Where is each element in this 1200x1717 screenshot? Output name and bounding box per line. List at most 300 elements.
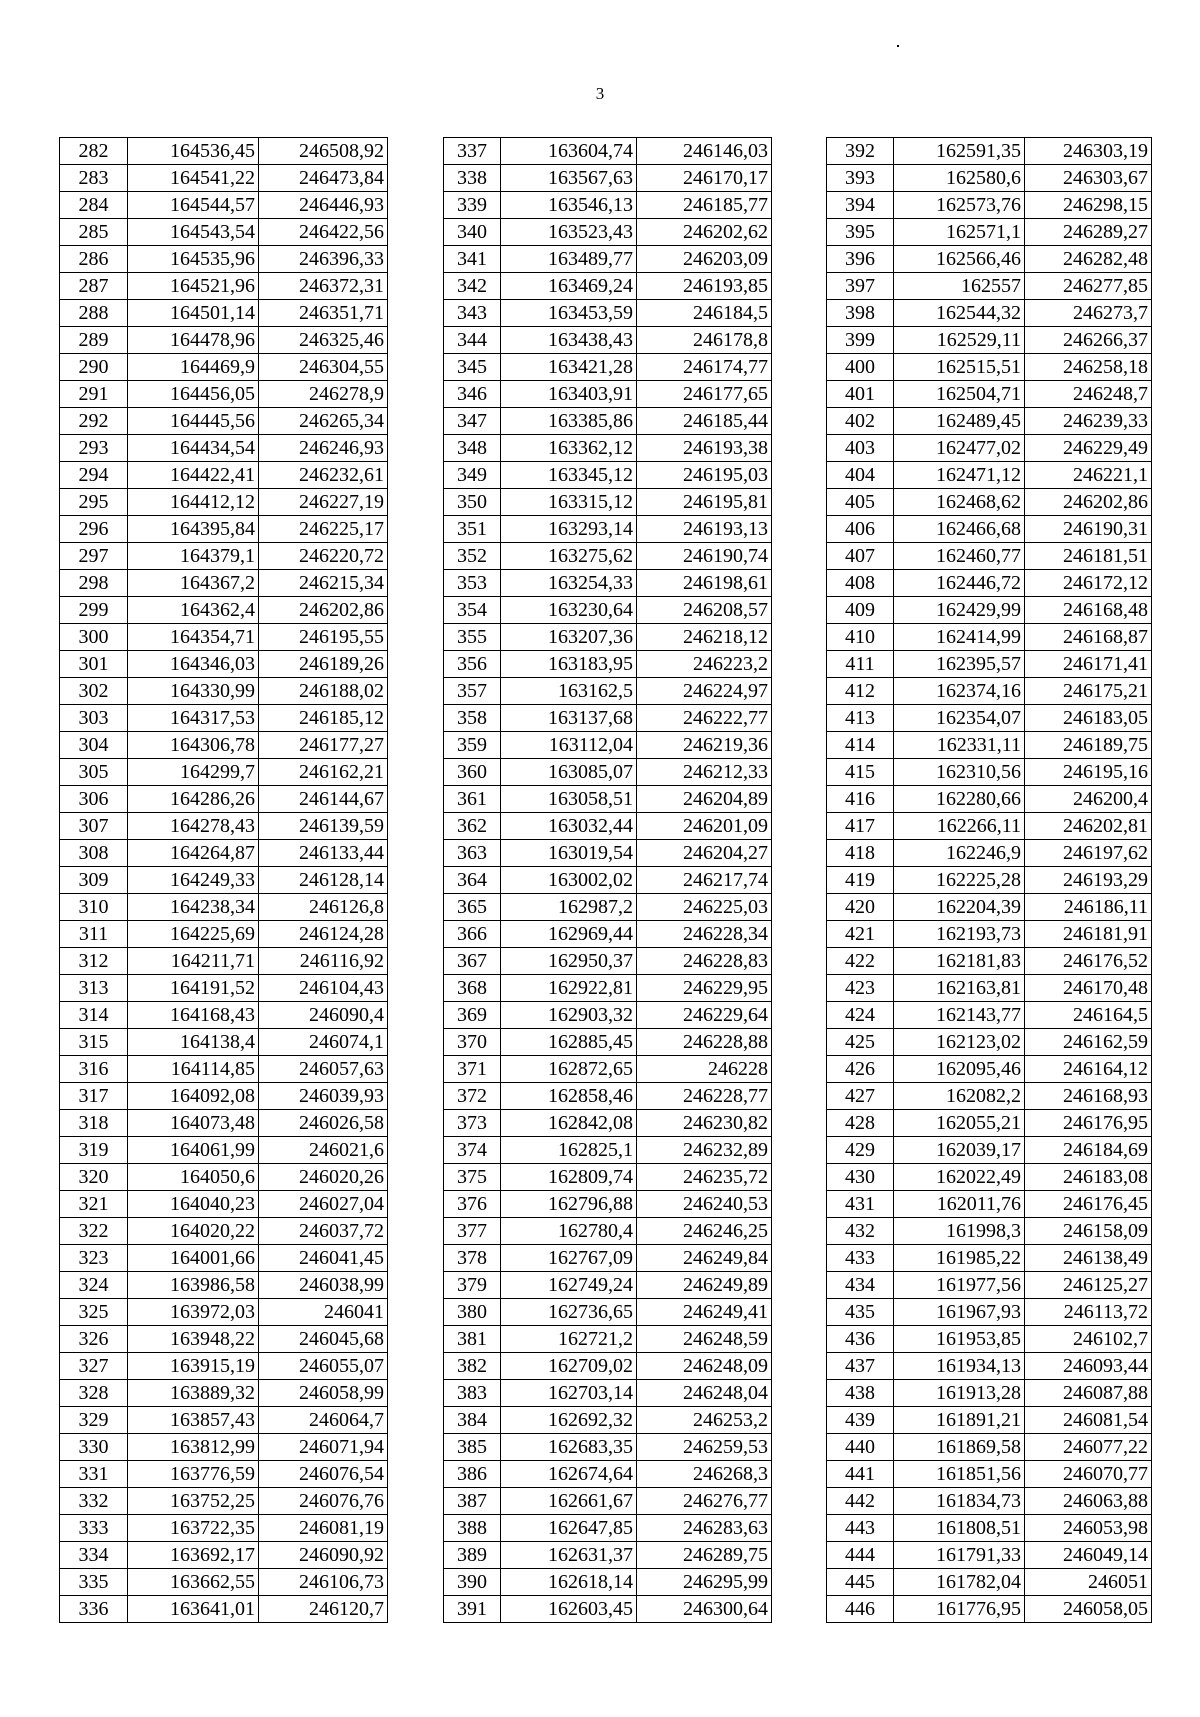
point-number-cell: 375 [444, 1164, 501, 1191]
x-coordinate-cell: 164541,22 [128, 165, 259, 192]
x-coordinate-cell: 164422,41 [128, 462, 259, 489]
x-coordinate-cell: 162573,76 [894, 192, 1025, 219]
table-row [60, 273, 388, 300]
y-coordinate-cell: 246295,99 [637, 1569, 772, 1596]
point-number-cell: 314 [60, 1002, 128, 1029]
point-number-cell: 310 [60, 894, 128, 921]
y-coordinate-cell: 246235,72 [637, 1164, 772, 1191]
point-number-cell: 419 [827, 867, 894, 894]
table-row [60, 489, 388, 516]
table-row [444, 1110, 772, 1137]
y-coordinate-cell: 246396,33 [259, 246, 388, 273]
x-coordinate-cell: 164278,43 [128, 813, 259, 840]
table-row [60, 1380, 388, 1407]
point-number-cell: 402 [827, 408, 894, 435]
x-coordinate-cell: 164469,9 [128, 354, 259, 381]
table-row [60, 975, 388, 1002]
point-number-cell: 355 [444, 624, 501, 651]
y-coordinate-cell: 246248,04 [637, 1380, 772, 1407]
table-row [60, 651, 388, 678]
x-coordinate-cell: 162591,35 [894, 138, 1025, 165]
y-coordinate-cell: 246139,59 [259, 813, 388, 840]
point-number-cell: 325 [60, 1299, 128, 1326]
table-row [444, 1353, 772, 1380]
x-coordinate-cell: 164299,7 [128, 759, 259, 786]
point-number-cell: 433 [827, 1245, 894, 1272]
y-coordinate-cell: 246208,57 [637, 597, 772, 624]
x-coordinate-cell: 162692,32 [501, 1407, 637, 1434]
point-number-cell: 295 [60, 489, 128, 516]
table-row [60, 300, 388, 327]
y-coordinate-cell: 246300,64 [637, 1596, 772, 1623]
table-row [60, 624, 388, 651]
y-coordinate-cell: 246222,77 [637, 705, 772, 732]
table-row [60, 246, 388, 273]
point-number-cell: 354 [444, 597, 501, 624]
x-coordinate-cell: 164306,78 [128, 732, 259, 759]
y-coordinate-cell: 246177,65 [637, 381, 772, 408]
y-coordinate-cell: 246063,88 [1025, 1488, 1152, 1515]
point-number-cell: 363 [444, 840, 501, 867]
stray-dot [897, 45, 899, 47]
table-row [827, 273, 1152, 300]
y-coordinate-cell: 246197,62 [1025, 840, 1152, 867]
x-coordinate-cell: 163019,54 [501, 840, 637, 867]
y-coordinate-cell: 246070,77 [1025, 1461, 1152, 1488]
y-coordinate-cell: 246193,29 [1025, 867, 1152, 894]
table-row [60, 786, 388, 813]
y-coordinate-cell: 246020,26 [259, 1164, 388, 1191]
y-coordinate-cell: 246037,72 [259, 1218, 388, 1245]
table-row [827, 1029, 1152, 1056]
point-number-cell: 387 [444, 1488, 501, 1515]
y-coordinate-cell: 246246,25 [637, 1218, 772, 1245]
table-row [827, 165, 1152, 192]
point-number-cell: 374 [444, 1137, 501, 1164]
y-coordinate-cell: 246039,93 [259, 1083, 388, 1110]
x-coordinate-cell: 162571,1 [894, 219, 1025, 246]
x-coordinate-cell: 163403,91 [501, 381, 637, 408]
table-row [827, 1488, 1152, 1515]
x-coordinate-cell: 161791,33 [894, 1542, 1025, 1569]
table-row [827, 1380, 1152, 1407]
x-coordinate-cell: 163362,12 [501, 435, 637, 462]
point-number-cell: 352 [444, 543, 501, 570]
y-coordinate-cell: 246219,36 [637, 732, 772, 759]
table-row [827, 1542, 1152, 1569]
y-coordinate-cell: 246138,49 [1025, 1245, 1152, 1272]
x-coordinate-cell: 163085,07 [501, 759, 637, 786]
y-coordinate-cell: 246229,49 [1025, 435, 1152, 462]
point-number-cell: 364 [444, 867, 501, 894]
x-coordinate-cell: 162796,88 [501, 1191, 637, 1218]
table-row [827, 1515, 1152, 1542]
x-coordinate-cell: 162123,02 [894, 1029, 1025, 1056]
y-coordinate-cell: 246064,7 [259, 1407, 388, 1434]
table-row [444, 1245, 772, 1272]
table-row [60, 921, 388, 948]
x-coordinate-cell: 164264,87 [128, 840, 259, 867]
point-number-cell: 336 [60, 1596, 128, 1623]
y-coordinate-cell: 246125,27 [1025, 1272, 1152, 1299]
x-coordinate-cell: 163002,02 [501, 867, 637, 894]
y-coordinate-cell: 246232,61 [259, 462, 388, 489]
y-coordinate-cell: 246058,05 [1025, 1596, 1152, 1623]
y-coordinate-cell: 246168,87 [1025, 624, 1152, 651]
table-row [827, 1272, 1152, 1299]
y-coordinate-cell: 246090,4 [259, 1002, 388, 1029]
x-coordinate-cell: 163385,86 [501, 408, 637, 435]
point-number-cell: 353 [444, 570, 501, 597]
y-coordinate-cell: 246276,77 [637, 1488, 772, 1515]
x-coordinate-cell: 162246,9 [894, 840, 1025, 867]
y-coordinate-cell: 246195,81 [637, 489, 772, 516]
table-row [827, 1434, 1152, 1461]
y-coordinate-cell: 246176,45 [1025, 1191, 1152, 1218]
y-coordinate-cell: 246158,09 [1025, 1218, 1152, 1245]
y-coordinate-cell: 246217,74 [637, 867, 772, 894]
x-coordinate-cell: 163421,28 [501, 354, 637, 381]
y-coordinate-cell: 246303,19 [1025, 138, 1152, 165]
point-number-cell: 301 [60, 651, 128, 678]
point-number-cell: 377 [444, 1218, 501, 1245]
point-number-cell: 406 [827, 516, 894, 543]
point-number-cell: 311 [60, 921, 128, 948]
x-coordinate-cell: 162193,73 [894, 921, 1025, 948]
x-coordinate-cell: 164061,99 [128, 1137, 259, 1164]
y-coordinate-cell: 246186,11 [1025, 894, 1152, 921]
y-coordinate-cell: 246021,6 [259, 1137, 388, 1164]
x-coordinate-cell: 161776,95 [894, 1596, 1025, 1623]
table-row [827, 1083, 1152, 1110]
point-number-cell: 326 [60, 1326, 128, 1353]
x-coordinate-cell: 163948,22 [128, 1326, 259, 1353]
point-number-cell: 390 [444, 1569, 501, 1596]
table-row [827, 1569, 1152, 1596]
x-coordinate-cell: 162885,45 [501, 1029, 637, 1056]
point-number-cell: 372 [444, 1083, 501, 1110]
point-number-cell: 444 [827, 1542, 894, 1569]
x-coordinate-cell: 163183,95 [501, 651, 637, 678]
table-row [444, 1326, 772, 1353]
point-number-cell: 342 [444, 273, 501, 300]
point-number-cell: 360 [444, 759, 501, 786]
y-coordinate-cell: 246181,91 [1025, 921, 1152, 948]
table-row [444, 327, 772, 354]
point-number-cell: 299 [60, 597, 128, 624]
x-coordinate-cell: 164367,2 [128, 570, 259, 597]
point-number-cell: 356 [444, 651, 501, 678]
point-number-cell: 428 [827, 1110, 894, 1137]
y-coordinate-cell: 246277,85 [1025, 273, 1152, 300]
table-row [444, 570, 772, 597]
point-number-cell: 357 [444, 678, 501, 705]
point-number-cell: 361 [444, 786, 501, 813]
x-coordinate-cell: 162809,74 [501, 1164, 637, 1191]
point-number-cell: 316 [60, 1056, 128, 1083]
x-coordinate-cell: 162580,6 [894, 165, 1025, 192]
y-coordinate-cell: 246202,86 [259, 597, 388, 624]
x-coordinate-cell: 164001,66 [128, 1245, 259, 1272]
table-row [827, 1596, 1152, 1623]
y-coordinate-cell: 246193,38 [637, 435, 772, 462]
x-coordinate-cell: 164073,48 [128, 1110, 259, 1137]
y-coordinate-cell: 246422,56 [259, 219, 388, 246]
table-row [827, 1353, 1152, 1380]
x-coordinate-cell: 163254,33 [501, 570, 637, 597]
point-number-cell: 282 [60, 138, 128, 165]
table-row [827, 813, 1152, 840]
point-number-cell: 391 [444, 1596, 501, 1623]
point-number-cell: 429 [827, 1137, 894, 1164]
point-number-cell: 371 [444, 1056, 501, 1083]
y-coordinate-cell: 246225,03 [637, 894, 772, 921]
y-coordinate-cell: 246265,34 [259, 408, 388, 435]
point-number-cell: 423 [827, 975, 894, 1002]
y-coordinate-cell: 246268,3 [637, 1461, 772, 1488]
table-row [444, 678, 772, 705]
table-row [60, 1434, 388, 1461]
point-number-cell: 383 [444, 1380, 501, 1407]
table-row [827, 1110, 1152, 1137]
table-row [60, 435, 388, 462]
x-coordinate-cell: 163275,62 [501, 543, 637, 570]
y-coordinate-cell: 246228,34 [637, 921, 772, 948]
x-coordinate-cell: 164040,23 [128, 1191, 259, 1218]
y-coordinate-cell: 246185,12 [259, 705, 388, 732]
y-coordinate-cell: 246087,88 [1025, 1380, 1152, 1407]
y-coordinate-cell: 246227,19 [259, 489, 388, 516]
y-coordinate-cell: 246026,58 [259, 1110, 388, 1137]
y-coordinate-cell: 246304,55 [259, 354, 388, 381]
x-coordinate-cell: 162842,08 [501, 1110, 637, 1137]
table-row [60, 516, 388, 543]
y-coordinate-cell: 246116,92 [259, 948, 388, 975]
x-coordinate-cell: 163438,43 [501, 327, 637, 354]
y-coordinate-cell: 246170,17 [637, 165, 772, 192]
point-number-cell: 319 [60, 1137, 128, 1164]
point-number-cell: 289 [60, 327, 128, 354]
table-row [827, 300, 1152, 327]
table-row [60, 1515, 388, 1542]
table-row [444, 1542, 772, 1569]
y-coordinate-cell: 246171,41 [1025, 651, 1152, 678]
table-row [444, 1002, 772, 1029]
x-coordinate-cell: 164535,96 [128, 246, 259, 273]
y-coordinate-cell: 246201,09 [637, 813, 772, 840]
point-number-cell: 290 [60, 354, 128, 381]
table-row [827, 840, 1152, 867]
table-row [444, 732, 772, 759]
point-number-cell: 349 [444, 462, 501, 489]
point-number-cell: 407 [827, 543, 894, 570]
y-coordinate-cell: 246174,77 [637, 354, 772, 381]
x-coordinate-cell: 162566,46 [894, 246, 1025, 273]
table-row [827, 651, 1152, 678]
x-coordinate-cell: 162529,11 [894, 327, 1025, 354]
coordinates-table-2 [443, 137, 772, 1623]
y-coordinate-cell: 246128,14 [259, 867, 388, 894]
y-coordinate-cell: 246144,67 [259, 786, 388, 813]
table-row [60, 327, 388, 354]
table-row [827, 570, 1152, 597]
table-row [444, 219, 772, 246]
point-number-cell: 335 [60, 1569, 128, 1596]
table-row [827, 1245, 1152, 1272]
table-row [60, 1299, 388, 1326]
x-coordinate-cell: 162647,85 [501, 1515, 637, 1542]
table-row [827, 327, 1152, 354]
point-number-cell: 309 [60, 867, 128, 894]
y-coordinate-cell: 246090,92 [259, 1542, 388, 1569]
x-coordinate-cell: 163915,19 [128, 1353, 259, 1380]
y-coordinate-cell: 246289,75 [637, 1542, 772, 1569]
point-number-cell: 398 [827, 300, 894, 327]
point-number-cell: 427 [827, 1083, 894, 1110]
x-coordinate-cell: 164395,84 [128, 516, 259, 543]
y-coordinate-cell: 246218,12 [637, 624, 772, 651]
point-number-cell: 436 [827, 1326, 894, 1353]
x-coordinate-cell: 163986,58 [128, 1272, 259, 1299]
x-coordinate-cell: 164317,53 [128, 705, 259, 732]
x-coordinate-cell: 164286,26 [128, 786, 259, 813]
point-number-cell: 400 [827, 354, 894, 381]
y-coordinate-cell: 246106,73 [259, 1569, 388, 1596]
x-coordinate-cell: 162603,45 [501, 1596, 637, 1623]
x-coordinate-cell: 162225,28 [894, 867, 1025, 894]
point-number-cell: 366 [444, 921, 501, 948]
y-coordinate-cell: 246126,8 [259, 894, 388, 921]
table-row [444, 786, 772, 813]
table-row [827, 1002, 1152, 1029]
table-row [60, 1596, 388, 1623]
point-number-cell: 340 [444, 219, 501, 246]
point-number-cell: 303 [60, 705, 128, 732]
coordinates-table-1 [59, 137, 388, 1623]
y-coordinate-cell: 246133,44 [259, 840, 388, 867]
table-row [444, 300, 772, 327]
y-coordinate-cell: 246077,22 [1025, 1434, 1152, 1461]
x-coordinate-cell: 162204,39 [894, 894, 1025, 921]
point-number-cell: 404 [827, 462, 894, 489]
table-row [827, 678, 1152, 705]
y-coordinate-cell: 246246,93 [259, 435, 388, 462]
point-number-cell: 397 [827, 273, 894, 300]
table-row [827, 516, 1152, 543]
table-row [827, 1218, 1152, 1245]
x-coordinate-cell: 164249,33 [128, 867, 259, 894]
x-coordinate-cell: 162395,57 [894, 651, 1025, 678]
table-row [60, 1569, 388, 1596]
point-number-cell: 386 [444, 1461, 501, 1488]
y-coordinate-cell: 246113,72 [1025, 1299, 1152, 1326]
x-coordinate-cell: 162504,71 [894, 381, 1025, 408]
y-coordinate-cell: 246249,89 [637, 1272, 772, 1299]
x-coordinate-cell: 164346,03 [128, 651, 259, 678]
point-number-cell: 338 [444, 165, 501, 192]
table-row [444, 489, 772, 516]
table-row [827, 732, 1152, 759]
point-number-cell: 422 [827, 948, 894, 975]
y-coordinate-cell: 246049,14 [1025, 1542, 1152, 1569]
y-coordinate-cell: 246273,7 [1025, 300, 1152, 327]
point-number-cell: 358 [444, 705, 501, 732]
x-coordinate-cell: 162280,66 [894, 786, 1025, 813]
point-number-cell: 368 [444, 975, 501, 1002]
table-row [444, 1191, 772, 1218]
point-number-cell: 446 [827, 1596, 894, 1623]
x-coordinate-cell: 162489,45 [894, 408, 1025, 435]
point-number-cell: 365 [444, 894, 501, 921]
x-coordinate-cell: 164456,05 [128, 381, 259, 408]
y-coordinate-cell: 246248,09 [637, 1353, 772, 1380]
x-coordinate-cell: 163546,13 [501, 192, 637, 219]
x-coordinate-cell: 162011,76 [894, 1191, 1025, 1218]
y-coordinate-cell: 246162,59 [1025, 1029, 1152, 1056]
y-coordinate-cell: 246195,03 [637, 462, 772, 489]
y-coordinate-cell: 246228,77 [637, 1083, 772, 1110]
y-coordinate-cell: 246203,09 [637, 246, 772, 273]
y-coordinate-cell: 246190,31 [1025, 516, 1152, 543]
table-row [827, 948, 1152, 975]
table-row [827, 1326, 1152, 1353]
point-number-cell: 344 [444, 327, 501, 354]
x-coordinate-cell: 163604,74 [501, 138, 637, 165]
table-row [60, 138, 388, 165]
point-number-cell: 312 [60, 948, 128, 975]
x-coordinate-cell: 162055,21 [894, 1110, 1025, 1137]
x-coordinate-cell: 163293,14 [501, 516, 637, 543]
point-number-cell: 445 [827, 1569, 894, 1596]
x-coordinate-cell: 164445,56 [128, 408, 259, 435]
point-number-cell: 401 [827, 381, 894, 408]
point-number-cell: 432 [827, 1218, 894, 1245]
y-coordinate-cell: 246202,81 [1025, 813, 1152, 840]
point-number-cell: 417 [827, 813, 894, 840]
table-row [827, 462, 1152, 489]
x-coordinate-cell: 164138,4 [128, 1029, 259, 1056]
point-number-cell: 305 [60, 759, 128, 786]
point-number-cell: 431 [827, 1191, 894, 1218]
x-coordinate-cell: 162471,12 [894, 462, 1025, 489]
y-coordinate-cell: 246253,2 [637, 1407, 772, 1434]
table-row [60, 813, 388, 840]
x-coordinate-cell: 162331,11 [894, 732, 1025, 759]
table-row [60, 597, 388, 624]
y-coordinate-cell: 246372,31 [259, 273, 388, 300]
x-coordinate-cell: 161967,93 [894, 1299, 1025, 1326]
x-coordinate-cell: 163345,12 [501, 462, 637, 489]
y-coordinate-cell: 246074,1 [259, 1029, 388, 1056]
point-number-cell: 438 [827, 1380, 894, 1407]
x-coordinate-cell: 162039,17 [894, 1137, 1025, 1164]
y-coordinate-cell: 246202,62 [637, 219, 772, 246]
table-row [444, 705, 772, 732]
x-coordinate-cell: 162749,24 [501, 1272, 637, 1299]
x-coordinate-cell: 164362,4 [128, 597, 259, 624]
x-coordinate-cell: 162987,2 [501, 894, 637, 921]
y-coordinate-cell: 246225,17 [259, 516, 388, 543]
y-coordinate-cell: 246221,1 [1025, 462, 1152, 489]
point-number-cell: 323 [60, 1245, 128, 1272]
y-coordinate-cell: 246162,21 [259, 759, 388, 786]
y-coordinate-cell: 246051 [1025, 1569, 1152, 1596]
y-coordinate-cell: 246185,44 [637, 408, 772, 435]
x-coordinate-cell: 163972,03 [128, 1299, 259, 1326]
point-number-cell: 300 [60, 624, 128, 651]
point-number-cell: 380 [444, 1299, 501, 1326]
point-number-cell: 395 [827, 219, 894, 246]
